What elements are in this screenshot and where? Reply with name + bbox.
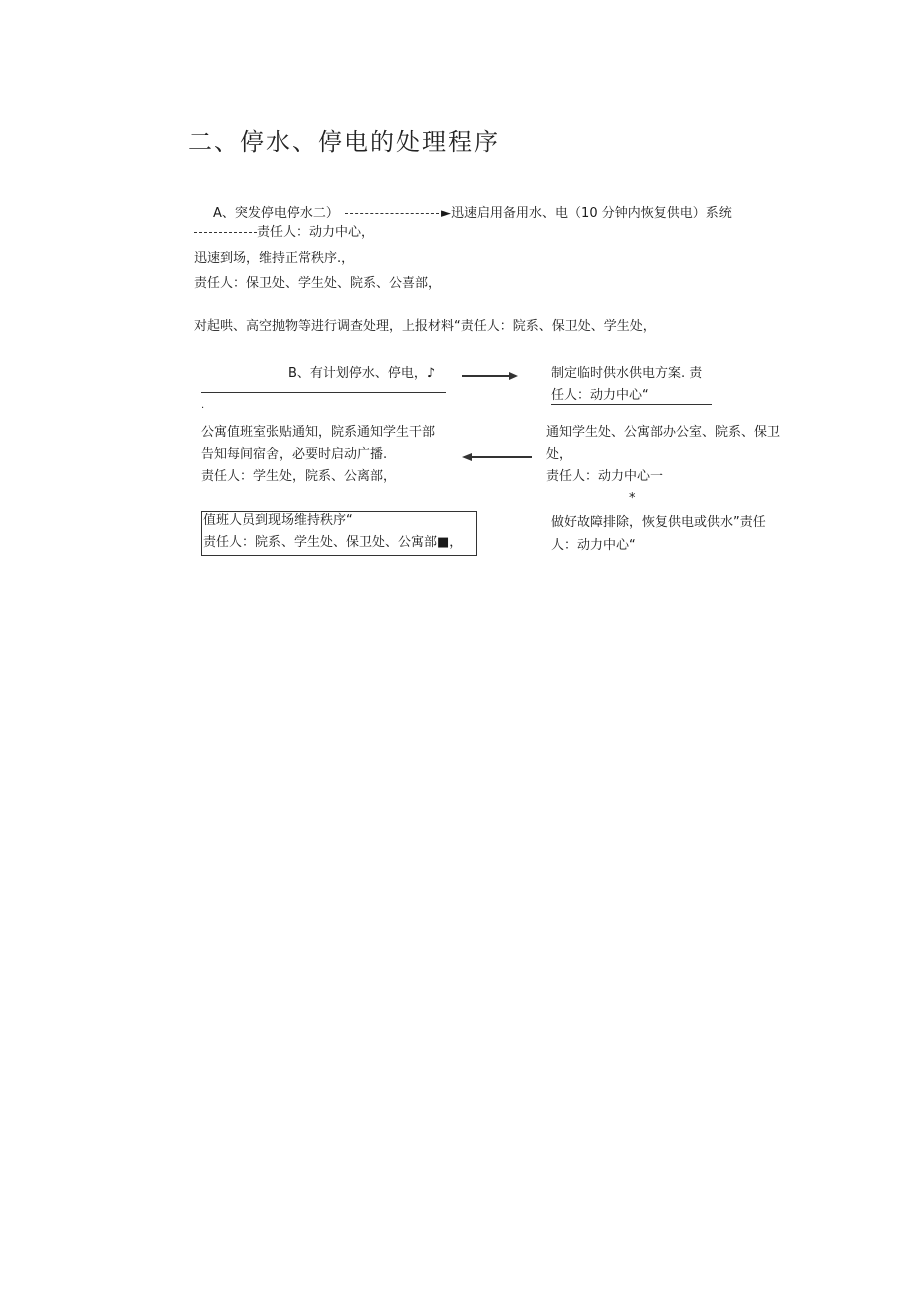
dorm-line-2: 告知每间宿舍，必要时启动广播. — [201, 447, 388, 462]
right-arrow-icon — [462, 370, 518, 382]
notify-line-1: 通知学生处、公寓部办公室、院系、保卫 — [546, 425, 781, 440]
section-a-step2-responsible: 责任人：保卫处、学生处、院系、公喜部， — [194, 276, 442, 291]
section-a-step2: 迅速到场，维持正常秩序.， — [194, 251, 355, 266]
section-a-row — [213, 206, 732, 222]
dorm-line-1: 公寓值班室张贴通知，院系通知学生干部 — [201, 425, 436, 440]
notify-line-2: 处， — [546, 447, 573, 462]
page-title: 二、停水、停电的处理程序 — [188, 128, 500, 156]
section-a-label: A、突发停电停水二） — [213, 206, 339, 221]
plan-line-1: 制定临时供水供电方案. 责 — [551, 366, 703, 381]
section-a-responsible-row — [194, 225, 374, 241]
section-a-responsible: 责任人：动力中心， — [257, 225, 375, 240]
left-arrow-icon — [462, 451, 532, 463]
section-a-system: ►迅速启用备用水、电（10 分钟内恢复供电）系统 — [441, 206, 732, 221]
section-a-step3: 对起哄、高空抛物等进行调查处理，上报材料“责任人：院系、保卫处、学生处， — [194, 319, 656, 334]
dashed-connector — [194, 232, 257, 233]
dashed-connector — [345, 213, 439, 214]
repair-line-2: 人：动力中心“ — [551, 538, 636, 553]
duty-line-1: 值班人员到现场维持秩序“ — [203, 513, 353, 528]
notify-responsible: 责任人：动力中心一 — [546, 469, 664, 484]
plan-line-2: 任人：动力中心“ — [551, 388, 649, 403]
section-b-underline — [201, 392, 446, 393]
plan-underline — [551, 404, 712, 405]
repair-line-1: 做好故障排除，恢复供电或供水”责任 — [551, 515, 766, 530]
duty-line-2: 责任人：院系、学生处、保卫处、公寓部■， — [203, 535, 463, 550]
section-b-label: B、有计划停水、停电，♪ — [288, 366, 436, 381]
section-b-dot: . — [201, 400, 205, 411]
asterisk-mark: * — [629, 491, 636, 506]
dorm-responsible: 责任人：学生处，院系、公离部， — [201, 469, 397, 484]
